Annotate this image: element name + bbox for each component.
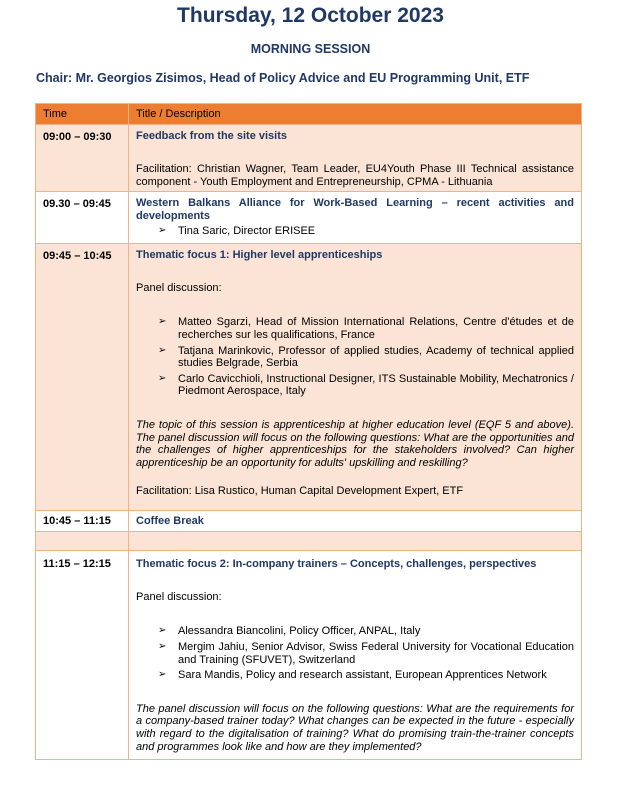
arrow-bullet-icon: ➢ — [158, 625, 167, 637]
page-title: Thursday, 12 October 2023 — [177, 4, 444, 27]
list-item: ➢ Mergim Jahiu, Senior Advisor, Swiss Federal University for Vocational Education and Training (SFUVET), Switzerland — [158, 640, 574, 666]
list-item: ➢ Tatjana Marinkovic, Professor of applied studies, Academy of technical applied studies Belgrade, Serbia — [158, 344, 574, 370]
row-title: Thematic focus 2: In-company trainers – Concepts, challenges, perspectives — [136, 558, 537, 571]
header-time: Time — [36, 104, 129, 125]
row-content — [129, 125, 582, 192]
arrow-bullet-icon: ➢ — [158, 669, 167, 681]
row-content — [129, 192, 582, 244]
row-time: 09.30 – 09:45 — [36, 192, 129, 244]
agenda-table — [35, 103, 582, 760]
table-row — [36, 192, 582, 244]
row-content — [129, 244, 582, 511]
row-time: 09:45 – 10:45 — [36, 244, 129, 511]
session-description: The topic of this session is apprenticeship at higher education level (EQF 5 and above). The panel discussion will focus on the following questions: What are the opportunities and the challenges of higher apprenticeships for the stakeholders involved? Can higher apprenticeship be an opportunity for adults' upskilling and reskilling? — [136, 418, 574, 469]
row-time: 09:00 – 09:30 — [36, 125, 129, 192]
list-item: ➢ Carlo Cavicchioli, Instructional Designer, ITS Sustainable Mobility, Mechatronics / Piedmont Aerospace, Italy — [158, 372, 574, 398]
list-item: ➢ Tina Saric, Director ERISEE — [158, 224, 316, 237]
spacer-row — [36, 532, 582, 551]
chair-line: Chair: Mr. Georgios Zisimos, Head of Policy Advice and EU Programming Unit, ETF — [36, 71, 530, 85]
list-item: ➢ Matteo Sgarzi, Head of Mission International Relations, Centre d'études et de recherches sur les qualifications, France — [158, 316, 574, 341]
row-title: Feedback from the site visits — [136, 130, 287, 142]
table-row — [36, 511, 582, 532]
panel-label: Panel discussion: — [136, 281, 222, 294]
row-title: Western Balkans Alliance for Work-Based Learning – recent activities and developments — [136, 197, 574, 222]
row-title: Thematic focus 1: Higher level apprenticeships — [136, 249, 383, 262]
session-description: The panel discussion will focus on the following questions: What are the requirements for a company-based trainer today? What changes can be expected in the future - especially with regard to the digitalisation of training? What do promising train-the-trainer concepts and programmes look like and how are they implemented? — [136, 702, 574, 753]
arrow-bullet-icon: ➢ — [158, 344, 167, 356]
arrow-bullet-icon: ➢ — [158, 640, 167, 652]
facilitation-text: Facilitation: Christian Wagner, Team Leader, EU4Youth Phase III Technical assistance component - Youth Employment and Entrepreneurship, CPMA - Lithuania — [136, 163, 574, 188]
row-time: 10:45 – 11:15 — [36, 511, 129, 532]
row-title: Coffee Break — [136, 515, 204, 528]
row-content — [129, 511, 582, 532]
facilitation-text: Facilitation: Lisa Rustico, Human Capital Development Expert, ETF — [136, 485, 464, 498]
panel-label: Panel discussion: — [136, 590, 222, 603]
arrow-bullet-icon: ➢ — [158, 372, 167, 384]
header-title: Title / Description — [129, 104, 582, 125]
table-header-row — [36, 104, 582, 125]
table-row — [36, 244, 582, 511]
session-heading: MORNING SESSION — [250, 42, 371, 56]
list-item: ➢ Alessandra Biancolini, Policy Officer, ANPAL, Italy — [158, 625, 421, 638]
table-row — [36, 125, 582, 192]
row-content — [129, 551, 582, 760]
table-row — [36, 551, 582, 760]
arrow-bullet-icon: ➢ — [158, 316, 167, 328]
row-time: 11:15 – 12:15 — [36, 551, 129, 760]
list-item: ➢ Sara Mandis, Policy and research assistant, European Apprentices Network — [158, 669, 547, 682]
arrow-bullet-icon: ➢ — [158, 224, 167, 236]
